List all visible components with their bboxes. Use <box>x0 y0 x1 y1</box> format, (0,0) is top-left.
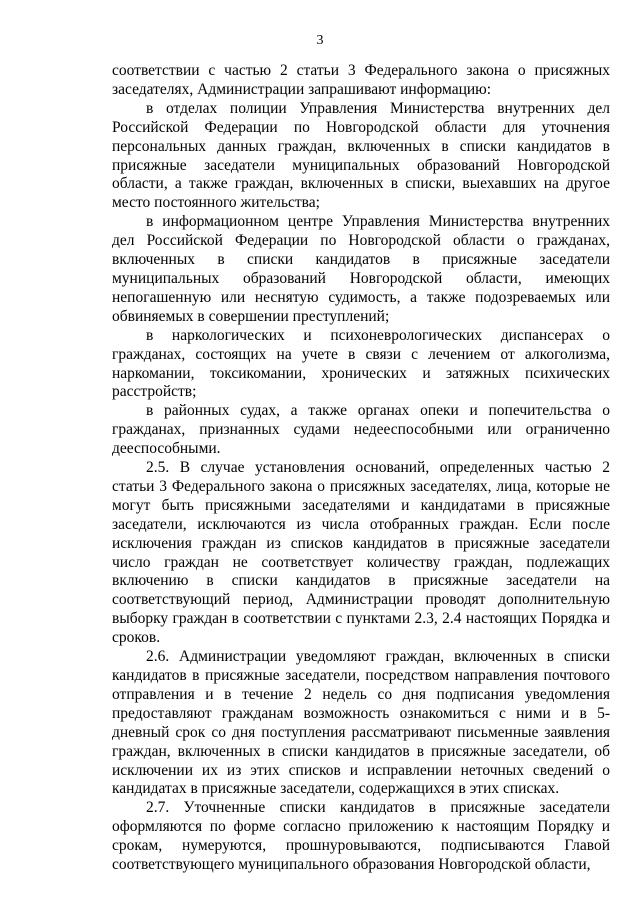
paragraph-continuation: соответствии с частью 2 статьи 3 Федерального закона о присяжных заседателях, Администрации запрашивают информацию: <box>112 62 610 98</box>
paragraph-2-5: 2.5. В случае установления оснований, определенных частью 2 статьи 3 Федерального закона о присяжных заседателях, лица, которые не могут быть присяжными заседателями и кандидатами в присяжные заседатели, исключаются из числа отобранных граждан. Если после исключения граждан из списков кандидатов в присяжные заседатели число граждан не соответствует количеству граждан, подлежащих включению в списки кандидатов в присяжные заседатели на соответствующий период, Администрации проводят дополнительную выборку граждан в соответствии с пунктами 2.3, 2.4 настоящих Порядка и сроков. <box>112 459 610 647</box>
paragraph-2-6: 2.6. Администрации уведомляют граждан, включенных в списки кандидатов в присяжные заседатели, посредством направления почтового отправления и в течение 2 недель со дня подписания уведомления предоставляют гражданам возможность ознакомиться с ними и в 5-дневный срок со дня поступления рассматривают письменные заявления граждан, включенных в списки кандидатов в присяжные заседатели, об исключении их из этих списков и исправлении неточных сведений о кандидатах в присяжные заседатели, содержащихся в этих списках. <box>112 648 610 798</box>
paragraph-information-center: в информационном центре Управления Министерства внутренних дел Российской Федерации по Новгородской области о гражданах, включенных в списки кандидатов в присяжные заседатели муниципальных образований Новгородской области, имеющих непогашенную или неснятую судимость, а также подозреваемых или обвиняемых в совершении преступлений; <box>112 213 610 325</box>
page-number: 3 <box>316 33 324 48</box>
document-body <box>112 62 610 875</box>
paragraph-police-departments: в отделах полиции Управления Министерства внутренних дел Российской Федерации по Новгородской области для уточнения персональных данных граждан, включенных в списки кандидатов в присяжные заседатели муниципальных образований Новгородской области, а также граждан, включенных в списки, выехавших на другое место постоянного жительства; <box>112 99 610 212</box>
paragraph-district-courts: в районных судах, а также органах опеки и попечительства о гражданах, признанных судами недееспособными или ограниченно дееспособными. <box>112 402 610 458</box>
paragraph-2-7: 2.7. Уточненные списки кандидатов в присяжные заседатели оформляются по форме согласно приложению к настоящим Порядку и срокам, нумеруются, прошнуровываются, подписываются Главой соответствующего муниципального образования Новгородской области, <box>112 799 610 874</box>
paragraph-dispensaries: в наркологических и психоневрологических диспансерах о гражданах, состоящих на учете в связи с лечением от алкоголизма, наркомании, токсикомании, хронических и затяжных психических расстройств; <box>112 326 610 401</box>
